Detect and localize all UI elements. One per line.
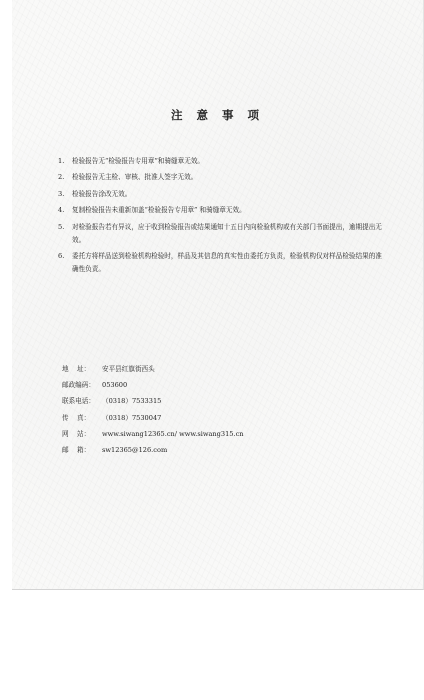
contact-label: 邮 箱： [62,445,91,454]
notice-item [58,250,388,276]
notice-number: 5. [58,222,65,231]
contact-value: www.siwang12365.cn/ www.siwang315.cn [102,429,244,438]
notice-text: 检验报告涂改无效。 [72,189,132,198]
notice-number: 3. [58,189,65,198]
page-title: 注 意 事 项 [170,108,264,122]
contact-row-fax [62,413,382,423]
contact-label: 地 址： [62,365,91,373]
notice-text: 对检验报告若有异议，应于收到检验报告或结果通知十五日内向检验机构或有关部门书面提出，逾期提出无效。 [72,222,382,244]
notice-text: 复制检验报告未重新加盖“检验报告专用章” 和骑缝章无效。 [72,206,246,215]
contact-row-website [62,429,382,439]
contact-label: 联系电话： [62,397,95,406]
contact-value: 安平县红旗街西头 [102,365,155,373]
notice-text: 检验报告无主检、审核、批准人签字无效。 [72,173,198,182]
contact-row-address [62,364,382,374]
notice-number: 1. [58,157,65,165]
notice-text: 委托方将样品送到检验机构检验时，样品及其信息的真实性由委托方负责，检验机构仅对样品检验结果的准确性负责。 [72,251,382,273]
document-page [12,0,424,590]
notice-number: 6. [58,251,65,260]
contact-row-phone [62,396,382,406]
contact-value: （0318）7530047 [102,413,162,422]
notice-number: 4. [58,206,65,215]
notice-list [58,155,388,279]
notice-item [58,204,388,217]
notice-text: 检验报告无“检验报告专用章”和骑缝章无效。 [72,157,205,165]
contact-info [62,364,382,461]
notice-item [58,155,388,168]
contact-label: 传 真： [62,413,91,422]
notice-item [58,171,388,184]
notice-number: 2. [58,173,65,182]
contact-value: （0318）7533315 [102,397,162,406]
contact-value: sw12365@126.com [102,445,168,454]
contact-row-postcode [62,380,382,390]
contact-row-email [62,445,382,455]
notice-item [58,221,388,247]
contact-label: 邮政编码： [62,381,95,390]
notice-item [58,188,388,201]
contact-label: 网 站： [62,429,91,438]
contact-value: 053600 [102,381,128,390]
